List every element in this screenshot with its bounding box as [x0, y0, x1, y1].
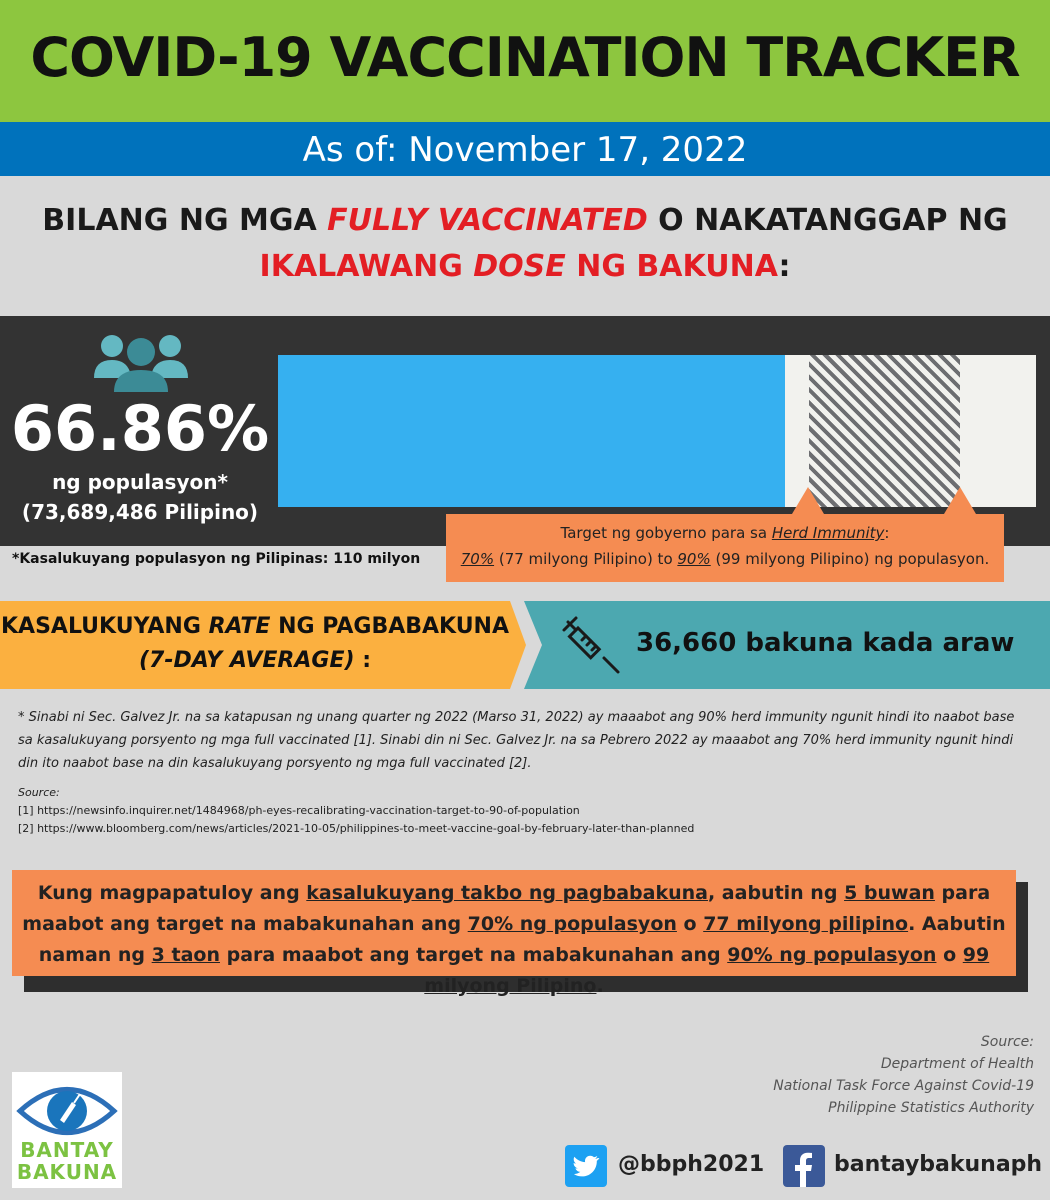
source-link-2: [2] https://www.bloomberg.com/news/articles/2021-10-05/philippines-to-meet-vaccine-goal-by-february-later-than-planned	[18, 822, 695, 835]
herd-immunity-target-callout	[446, 514, 1004, 582]
summary-emph: 3 taon	[151, 944, 220, 966]
twitter-icon[interactable]	[565, 1145, 607, 1187]
logo-text: BAKUNA	[16, 1160, 118, 1184]
target-range-hatch	[809, 355, 960, 507]
summary-emph: 90% ng populasyon	[727, 944, 937, 966]
summary-text	[22, 878, 1006, 1002]
percent-vaccinated: 66.86%	[10, 392, 270, 465]
population-label: ng populasyon*	[52, 470, 228, 494]
summary-emph: kasalukuyang takbo ng pagbabakuna	[306, 882, 708, 904]
sources-label: Source:	[980, 1034, 1034, 1050]
summary-part: Kung magpapatuloy ang	[37, 882, 307, 904]
target-text: :	[884, 524, 890, 542]
vaccinated-count: (73,689,486 Pilipino)	[21, 500, 259, 524]
as-of-date: As of: November 17, 2022	[302, 130, 748, 170]
summary-emph: 99 milyong Pilipino	[424, 944, 990, 997]
eye-logo	[16, 1076, 118, 1146]
summary-part: . Aabutin naman ng	[38, 913, 1006, 966]
facebook-f-icon	[783, 1145, 825, 1187]
sources-list	[773, 1031, 1034, 1119]
summary-emph: 5 buwan	[844, 882, 935, 904]
people-icon	[92, 332, 190, 392]
summary-emph: 77 milyong pilipino	[703, 913, 909, 935]
logo-text: BANTAY	[20, 1138, 114, 1162]
source-link-1: [1] https://newsinfo.inquirer.net/1484968/ph-eyes-recalibrating-vaccination-target-to-90-of-population	[18, 804, 580, 817]
progress-fill	[278, 355, 785, 507]
herd-immunity-term: Herd Immunity	[771, 524, 885, 542]
summary-part: , aabutin ng	[707, 882, 845, 904]
summary-part: para maabot ang target na mabakunahan ang	[22, 882, 991, 935]
population-note: *Kasalukuyang populasyon ng Pilipinas: 110 milyon	[12, 551, 421, 567]
source-item: National Task Force Against Covid-19	[773, 1078, 1034, 1094]
summary-part: o	[676, 913, 704, 935]
rate-title-part: NG PAGBABAKUNA	[270, 614, 509, 639]
twitter-handle[interactable]: @bbph2021	[618, 1152, 765, 1177]
target-text: Target ng gobyerno para sa	[560, 524, 772, 542]
rate-subtitle-part: :	[354, 648, 371, 673]
rate-title-part: KASALUKUYANG	[1, 614, 209, 639]
facebook-handle[interactable]: bantaybakunaph	[834, 1152, 1043, 1177]
rate-subtitle	[0, 648, 510, 673]
headline-highlight: FULLY VACCINATED	[327, 203, 648, 238]
source-item: Department of Health	[880, 1056, 1034, 1072]
target-70: 70%	[460, 550, 495, 568]
rate-title-part: RATE	[208, 614, 271, 639]
inline-sources	[18, 784, 694, 838]
headline	[40, 198, 1010, 290]
summary-part: para maabot ang target na mabakunahan ang	[219, 944, 728, 966]
target-text: (99 milyong Pilipino) ng populasyon.	[710, 550, 990, 568]
source-label: Source:	[18, 786, 60, 799]
summary-part: .	[596, 975, 604, 997]
headline-highlight: NG BAKUNA	[565, 249, 779, 284]
headline-part: :	[778, 249, 791, 284]
rate-value: 36,660 bakuna kada araw	[636, 628, 1015, 658]
target-text: (77 milyong Pilipino) to	[494, 550, 678, 568]
source-item: Philippine Statistics Authority	[828, 1100, 1034, 1116]
summary-emph: 70% ng populasyon	[467, 913, 677, 935]
page-title: COVID-19 VACCINATION TRACKER	[30, 26, 1020, 89]
headline-highlight: DOSE	[473, 249, 566, 284]
twitter-bird-icon	[565, 1145, 607, 1187]
headline-part: O NAKATANGGAP NG	[647, 203, 1008, 238]
headline-part: BILANG NG MGA	[42, 203, 328, 238]
rate-title	[0, 614, 510, 639]
facebook-icon[interactable]	[783, 1145, 825, 1187]
footnote: * Sinabi ni Sec. Galvez Jr. na sa katapusan ng unang quarter ng 2022 (Marso 31, 2022) ay maaabot ang 90% herd immunity ngunit hindi ito naabot base sa kasalukuyang porsyento ng mga full vaccinated [1]. Sinabi din ni Sec. Galvez Jr. na sa Pebrero 2022 ay maaabot ang 70% herd immunity ngunit hindi din ito naabot base na din kasalukuyang porsyento ng mga full vaccinated [2].	[18, 710, 1015, 771]
summary-part: o	[936, 944, 963, 966]
rate-subtitle-part: (7-DAY AVERAGE)	[138, 648, 355, 673]
syringe-icon	[560, 614, 622, 676]
target-90: 90%	[677, 550, 711, 568]
headline-highlight: IKALAWANG	[259, 249, 474, 284]
